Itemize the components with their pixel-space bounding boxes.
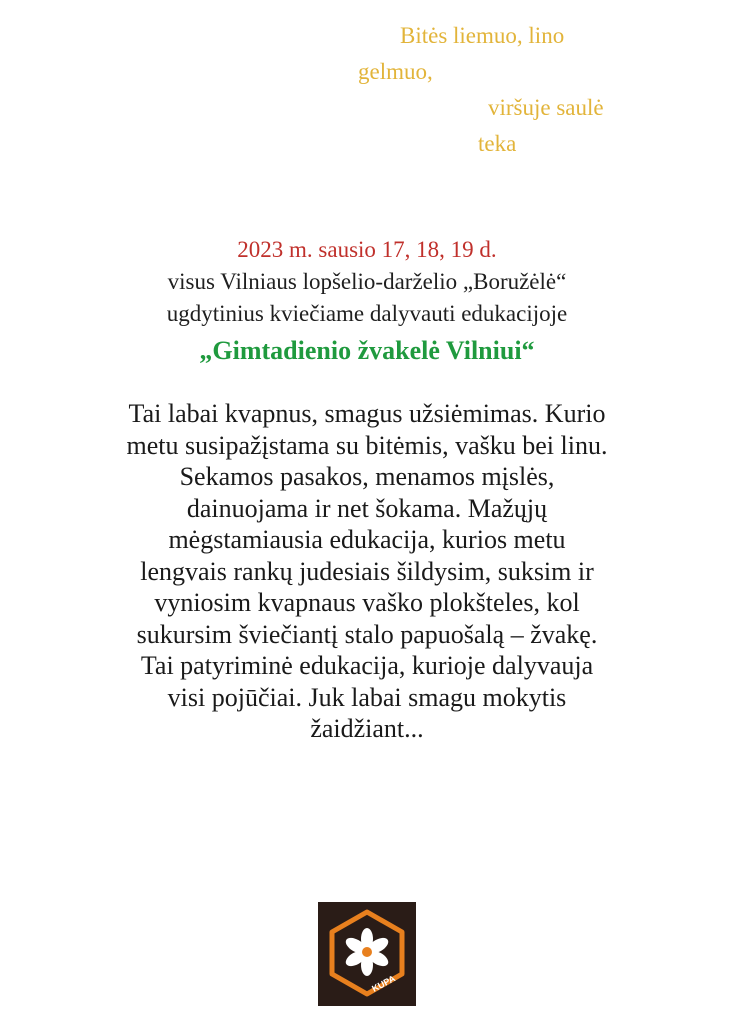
kupa-logo [318,902,416,1006]
poem-line: gelmuo, [358,59,433,84]
event-title: „Gimtadienio žvakelė Vilniui“ [199,336,535,365]
description-line: sukursim šviečiantį stalo papuošalą – žvakę. [136,619,598,649]
description-line: Tai patyriminė edukacija, kurioje dalyvauja [140,651,594,680]
invitation-line: visus Vilniaus lopšelio-darželio „Boružėlė“ [167,269,567,294]
event-description [60,398,674,745]
description-line: lengvais rankų judesiais šildysim, suksim ir [140,556,594,586]
invitation-block [0,234,734,370]
description-line: mėgstamiausia edukacija, kurios metu [168,525,566,554]
description-line: Tai labai kvapnus, smagus užsiėmimas. Kurio [128,399,606,428]
poem-line: viršuje saulė [488,95,604,120]
description-line: dainuojama ir net šokama. Mažųjų [186,493,548,523]
description-line: metu susipažįstama su bitėmis, vašku bei linu. [126,430,608,460]
poem-line: Bitės liemuo, lino [400,23,565,48]
event-date: 2023 m. sausio 17, 18, 19 d. [237,237,497,262]
description-line: visi pojūčiai. Juk labai smagu mokytis [167,682,567,712]
kupa-logo-icon [318,902,416,1006]
invitation-line: ugdytinius kviečiame dalyvauti edukacijoje [166,301,568,326]
description-line: žaidžiant... [310,714,424,743]
logo-text: KUPA [370,973,397,994]
poem-line: teka [478,131,517,156]
description-line: vyniosim kvapnaus vaško plokšteles, kol [154,588,580,617]
description-line: Sekamos pasakos, menamos mįslės, [179,462,555,491]
